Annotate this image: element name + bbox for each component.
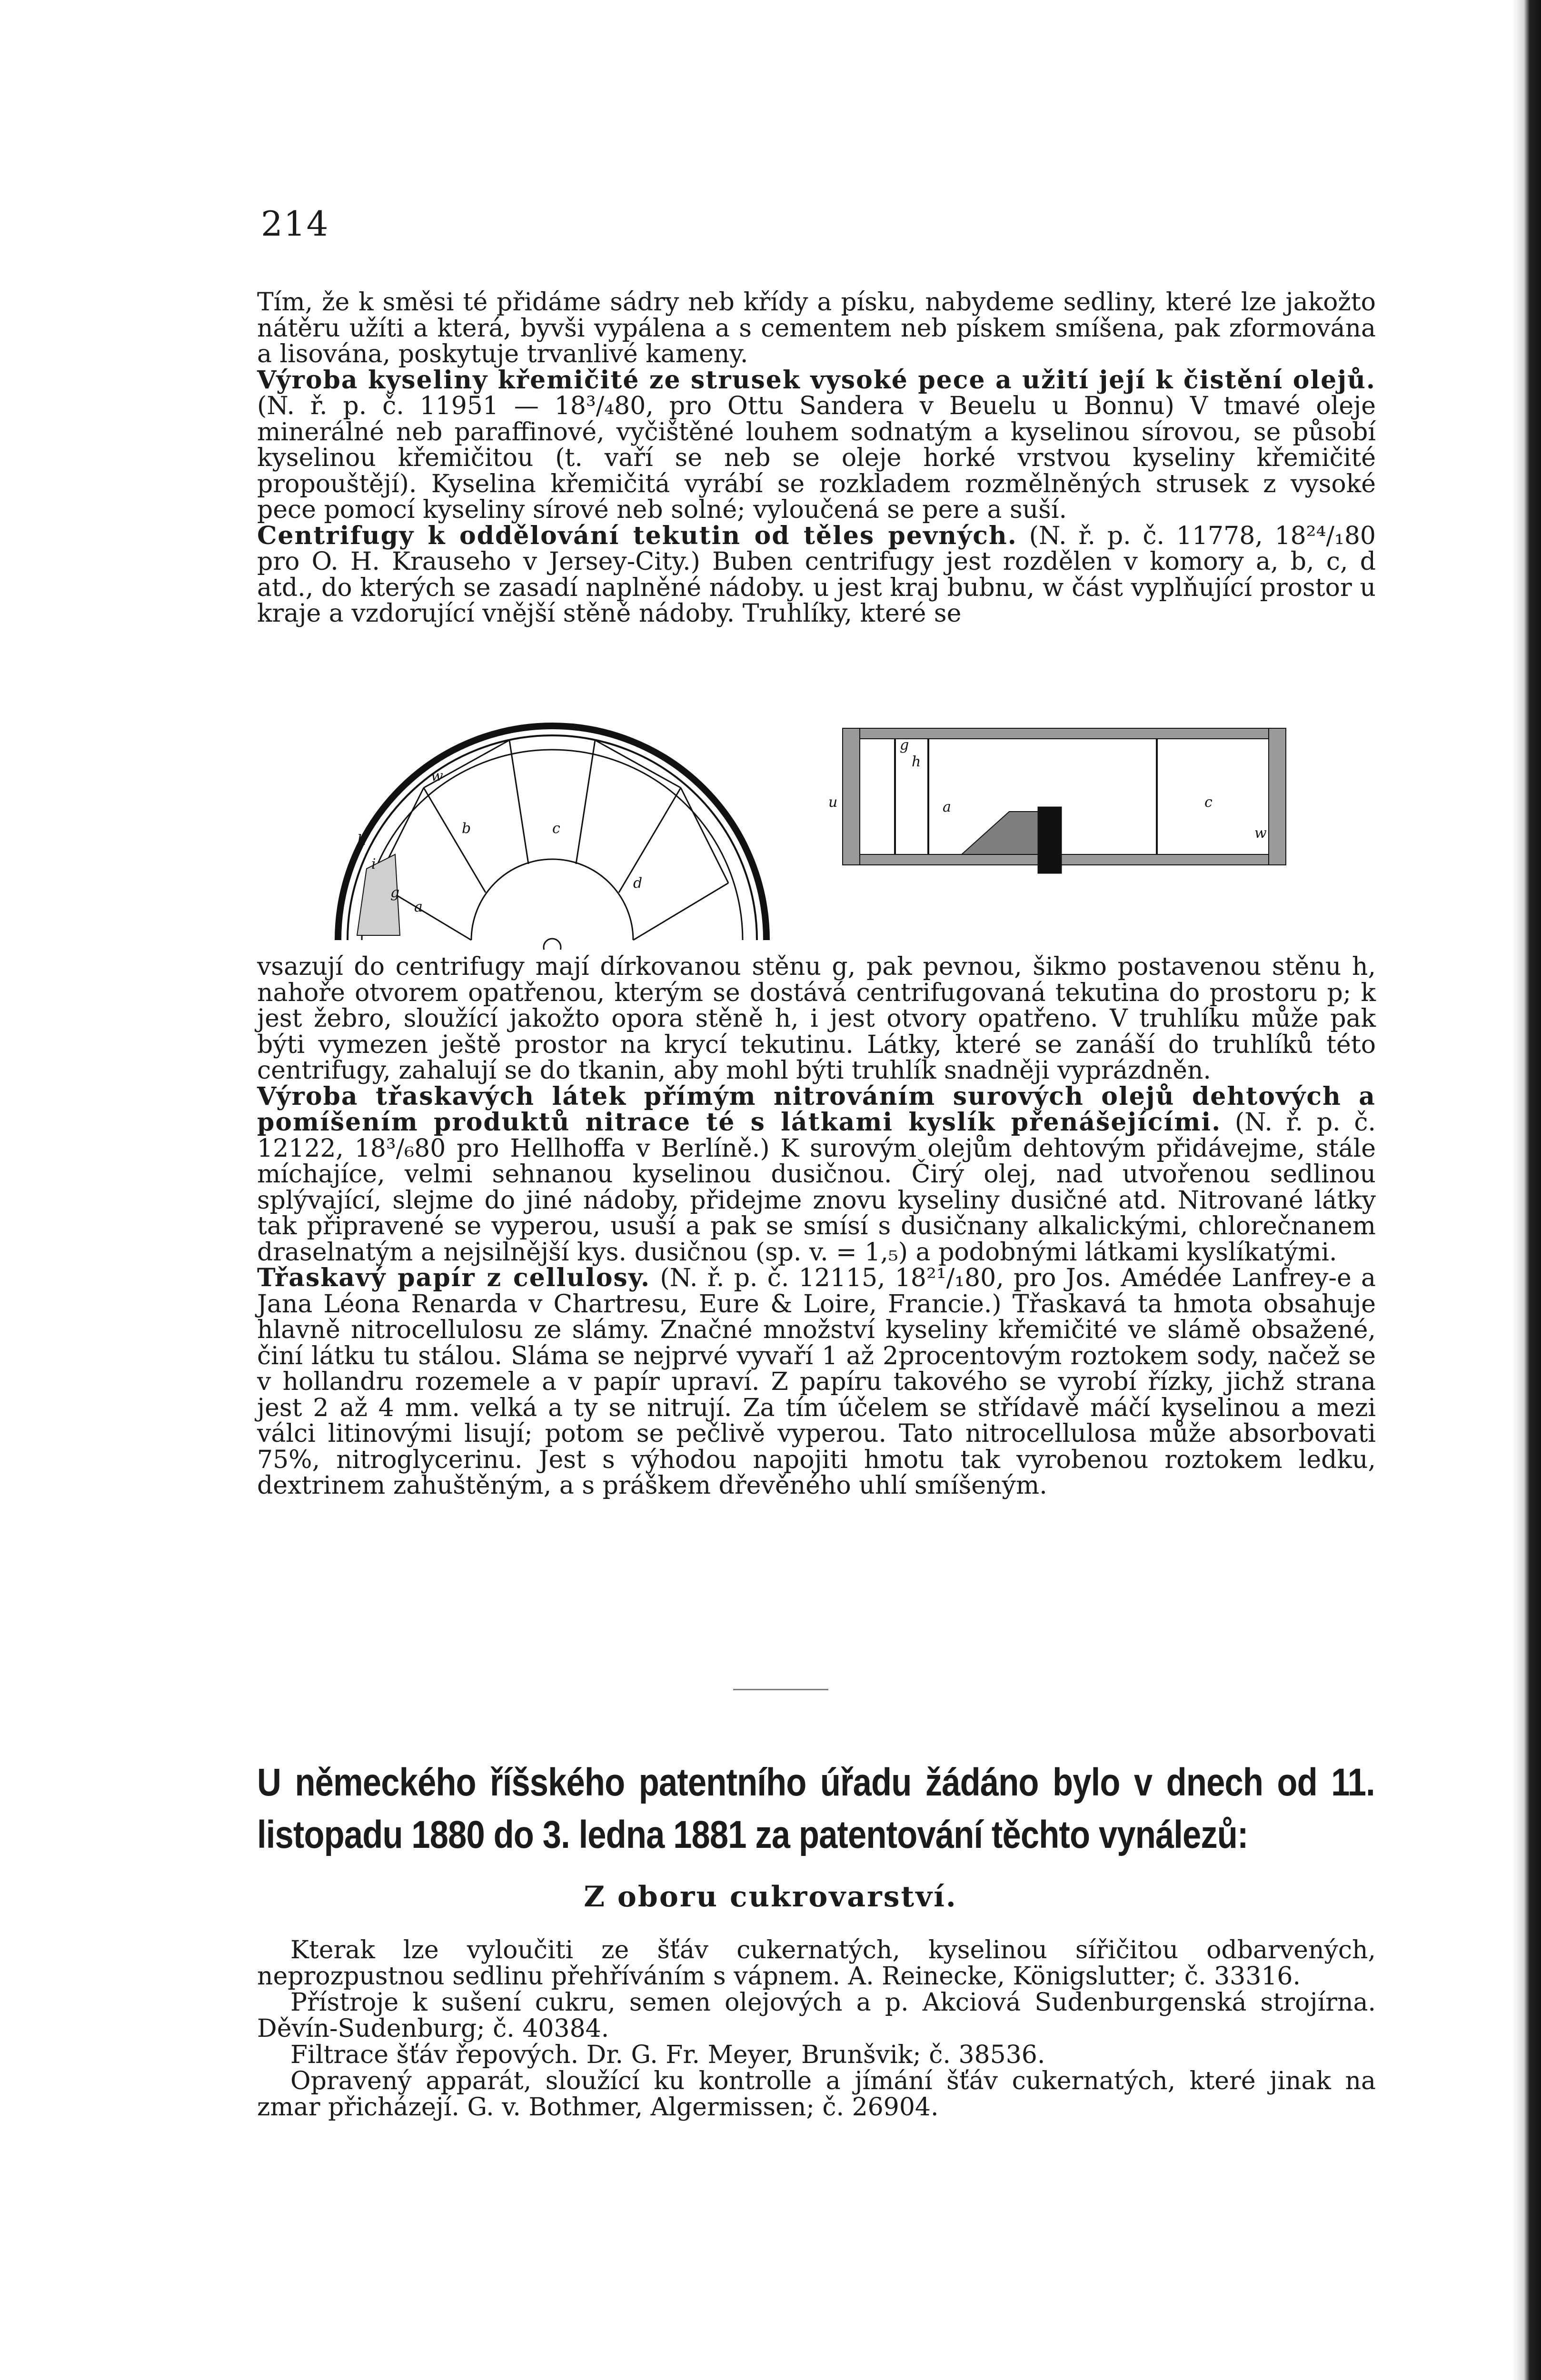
fig-label-w: w bbox=[431, 768, 443, 784]
article-block-top bbox=[257, 289, 1376, 627]
paragraph-centrifuges-cont: vsazují do centrifugy mají dírkovanou stěnu g, pak pevnou, šikmo postavenou stěnu h, nahoře otvorem opatřenou, kterým se dostává centrifugovaná tekutina do prostoru p; k jest žebro, sloužící jakožto opora stěně h, i jest otvory opatřeno. V truhlíku může pak býti vymezen ještě prostor na krycí tekutinu. Látky, které se zanáší do truhlíků této centrifugy, zahalují se do tkanin, aby mohl býti truhlík snadněji vyprázdněn. bbox=[257, 952, 1376, 1085]
centrifuge-illustration bbox=[328, 712, 1304, 950]
patent-item: Kterak lze vyloučiti ze šťáv cukernatých, kyselinou sířičitou odbarvených, neprozpustnou sedlinu přehříváním s vápnem. A. Reinecke, Königslutter; č. 33316. bbox=[257, 1936, 1376, 1991]
patent-list bbox=[257, 1937, 1376, 2121]
section-subtitle: Z oboru cukrovarství. bbox=[584, 1880, 957, 1914]
section-separator bbox=[733, 1689, 828, 1690]
box-section-view bbox=[843, 728, 1286, 873]
paragraph-explosive-paper: (N. ř. p. č. 12115, 18²¹/₁80, pro Jos. Amédée Lanfrey-e a Jana Léona Renarda v Chartresu, Eure & Loire, Francie.) Třaskavá ta hmota obsahuje hlavně nitrocellulosu ze slámy. Značné množství kyseliny křemičité ve slámě obsažené, činí látku tu stálou. Sláma se nejprvé vyvaří 1 až 2procentovým roztokem sody, načež se v hollandru rozemele a v papír upraví. Z papíru takového se vyrobí řízky, jichž strana jest 2 až 4 mm. velká a ty se nitrují. Za tím účelem se střídavě máčí kyselinou a mezi válci litinovými lisují; potom se pečlivě vyperou. Tato nitrocellulosa může absorbovati 75%, nitroglycerinu. Jest s výhodou napojiti hmotu tak vyrobenou roztokem ledku, dextrinem zahuštěným, a s práškem dřevěného uhlí smíšeným. bbox=[257, 1264, 1376, 1500]
scan-edge-shadow bbox=[1512, 0, 1541, 2380]
heading-centrifuges: Centrifugy k oddělování tekutin od těles pevných. bbox=[257, 521, 1017, 550]
fig-label-w2: w bbox=[1254, 825, 1267, 842]
heading-silica-production: Výroba kyseliny křemičité ze strusek vysoké pece a užití její k čistění olejů. bbox=[257, 365, 1376, 395]
fig-label-h: h bbox=[357, 832, 367, 849]
fig-label-a: a bbox=[414, 899, 423, 915]
patent-item: Opravený apparát, sloužící ku kontrolle a jímání šťáv cukernatých, které jinak na zmar přicházejí. G. v. Bothmer, Algermissen; č. 26904. bbox=[257, 2067, 1376, 2122]
paragraph-centrifuges: (N. ř. p. č. 11778, 18²⁴/₁80 pro O. H. Krauseho v Jersey-City.) Buben centrifugy jest rozdělen v komory a, b, c, d atd., do kterých se zasadí naplněné nádoby. u jest kraj bubnu, w část vyplňující prostor u kraje a vzdorující vnější stěně nádoby. Truhlíky, které se bbox=[257, 521, 1376, 628]
fig-label-u2: u bbox=[828, 794, 838, 811]
fig-label-h2: h bbox=[912, 754, 921, 770]
fig-label-i: i bbox=[371, 856, 376, 873]
fig-label-a2: a bbox=[943, 799, 951, 815]
intro-paragraph: Tím, že k směsi té přidáme sádry neb křídy a písku, nabydeme sedliny, které lze jakožto nátěru užíti a která, byvši vypálena a s cementem neb pískem smíšena, pak zformována a lisována, poskytuje trvanlivé kameny. bbox=[257, 288, 1376, 368]
drum-plan-view bbox=[338, 726, 766, 950]
page-number: 214 bbox=[261, 204, 329, 244]
paragraph-silica-production: (N. ř. p. č. 11951 — 18³/₄80, pro Ottu Sandera v Beuelu u Bonnu) V tmavé oleje minerálné neb paraffinové, vyčištěné louhem sodnatým a kyselinou sírovou, se působí kyselinou křemičitou (t. vaří se neb se oleje horké vrstvou kyseliny křemičité propouštějí). Kyselina křemičitá vyrábí se rozkladem rozmělněných strusek z vysoké pece pomocí kyseliny sírové neb solné; vyloučená se pere a suší. bbox=[257, 392, 1376, 524]
fig-label-c: c bbox=[552, 820, 560, 837]
patent-item: Filtrace šťáv řepových. Dr. G. Fr. Meyer, Brunšvik; č. 38536. bbox=[290, 2041, 1045, 2069]
heading-explosives-tar-oils: Výroba třaskavých látek přímým nitrováním surových olejů dehtových a pomíšením produktů nitrace té s látkami kyslík přenášejícími. bbox=[257, 1081, 1376, 1137]
fig-label-g: g bbox=[390, 884, 400, 901]
fig-label-c2: c bbox=[1204, 794, 1213, 811]
article-block-bottom bbox=[257, 954, 1376, 1499]
section-title: U německého říšského patentního úřadu žádáno bylo v dnech od 11. listopadu 1880 do 3. ledna 1881 za patentování těchto vynálezů: bbox=[257, 1761, 1375, 1856]
fig-label-d: d bbox=[633, 875, 643, 892]
fig-label-g2: g bbox=[900, 737, 909, 754]
centrifuge-figure bbox=[328, 712, 1304, 950]
fig-label-b: b bbox=[462, 820, 471, 837]
patent-item: Přístroje k sušení cukru, semen olejových a p. Akciová Sudenburgenská strojírna. Děvín-Sudenburg; č. 40384. bbox=[257, 1988, 1376, 2043]
paragraph-explosives-tar-oils: (N. ř. p. č. 12122, 18³/₆80 pro Hellhoffa v Berlíně.) K surovým olejům dehtovým přidávejme, stále míchajíce, velmi sehnanou kyselinou dusičnou. Čirý olej, nad utvořenou sedlinou splývající, slejme do jiné nádoby, přidejme znovu kyseliny dusičné atd. Nitrované látky tak připravené se vyperou, usuší a pak se smísí s dusičnany alkalickými, chlorečnanem draselnatým a nejsilnější kys. dusičnou (sp. v. = 1,₅) a podobnými látkami kyslíkatými. bbox=[257, 1108, 1376, 1267]
heading-explosive-paper: Třaskavý papír z cellulosy. bbox=[257, 1263, 651, 1292]
